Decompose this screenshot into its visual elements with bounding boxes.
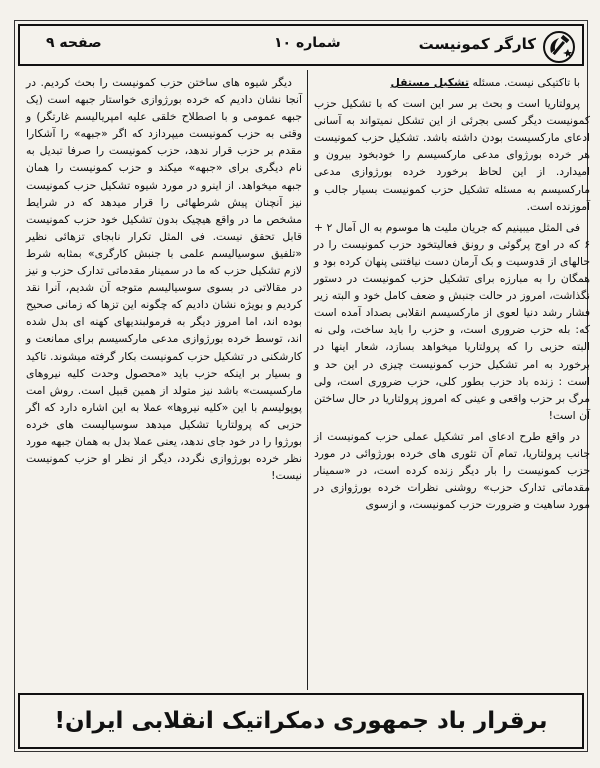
issue-number: شماره ۱۰ [274, 35, 341, 51]
right-column [314, 74, 590, 517]
lead-underlined-text: تشکیل مستقل [390, 76, 470, 89]
footer-slogan: برقرار باد جمهوری دمکراتیک انقلابی ایران! [54, 708, 548, 734]
right-column-paragraph: در واقع طرح ادعای امر تشکیل عملی حزب کمونیست از جانب پرولتاریا، تمام آن تئوری های خرده بورژوائی در مورد حزب کمونیست را بار دیگر زنده کرده است، در «سمینار مقدماتی تدارک حزب» روشنی نظرات خرده بورژوازی در مورد ساهیت و ضرورت حزب کمونیست، و ازسوی [314, 429, 590, 512]
article-body [18, 70, 590, 690]
left-column-paragraph: دیگر شیوه های ساختن حزب کمونیست را بحث کردیم. در آنجا نشان دادیم که خرده بورژوازی خواستار جبهه است (یک جبهه عمومی و با اصطلاح خلقی علیه امپریالیسم غارتگر) و وقتی به حزب کمونیست میپردازد که اگر «جبهه» را آشکارا مقدم بر حزب قرار ندهد، حزب کمونیست را صرفا تبدیل به نام دیگری برای «جبهه» میکند و حزب کمونیست را همان جبهه میخواهد. از اینرو در مورد شیوه تشکیل حزب کمونیست نیز آنچنان پیش شرطهائی را قرار میدهد که در شرایط مشخص ما در واقع هیچیک بدون تشکیل خود حزب کمونیست قابل تحقق نیست. فی المثل تکرار نابجای تزهائی نظیر «تلفیق سوسیالیسم علمی با جنبش کارگری» بمثابه شرط لازم تشکیل حزب که ما در سمینار مقدماتی تدارک حزب و نیز در مقالاتی در بسوی سوسیالیسم متوجه آن شدیم، آنرا نقد کردیم و بویژه نشان دادیم که چگونه این تزها که زمانی صحیح بوده اند، اما امروز دیگر به فرمولبندیهای کهنه ای بدل شده اند، توسط خرده بورژوازی مدعی مارکسیسم برای ممانعت و کارشکنی در تشکیل حزب کمونیست بکار گرفته میشوند. تاکید و بسیار بر اینکه حزب باید «محصول وحدت کلیه نیروهای مارکسیست» باشد نیز متولد از همین قبیل است. روش امت پوپولیسم با این «کلیه نیروها» عملا به این اشاره دارد که اگر حزبی که پرولتاریا تشکیل میدهد سوسیالیست های خرده بورژوا را در خود جای ندهد، یعنی عملا بدل به همان جبهه مورد نظر خرده بورژوازی نگردد، دیگر از نظر او حزب کمونیست نیست! [26, 76, 302, 483]
page-number: صفحه ۹ [46, 35, 102, 51]
right-column-paragraph: فی المثل میبینیم که جریان ملیت ها موسوم به ال آمال ۲ + ۶ که در اوج پرگوئی و رونق فعالیتخود حزب کمونیست را در حالهای از قدوسیت و بک آرمان دست نیافتنی پنهان کرده بود و همگان را به مبارزه برای تشکیل حزب کمونیست در دستور نگذاشت، امروز در حالت جنبش و ضعف کامل خود و البته زیر فشار رشد دنیا لعوی از مارکسیسم انقلابی بصداد آمده است که: بله حزب ضروری است، و حزب را باید ساخت، ولی نه البته حزبی را که پرولتاریا میخواهد بسازد، شعار اینها در برخورد به امر تشکیل حزب کمونیست چیزی در این حد و است : زنده باد حزب بطور کلی، حزب ضروری است، ولی مرگ بر حزب واقعی و عینی که امروز پرولتاریا در حال ساختن آن است! [314, 220, 590, 422]
publication-title: کارگر کمونیست [418, 35, 536, 53]
left-column [26, 74, 302, 488]
right-column-paragraph: پرولتاریا است و بحث بر سر این است که با تشکیل حزب کمونیست دیگر کسی بجرئی از این تشکل نمیتواند به آسانی ادعای مارکسیست بودن داشته باشد. تشکیل حزب کمونیست هر خرده بورژوای مدعی مارکسیسم را خودبخود بیرون و امیدارد. از این لحاظ برخورد خرده بورژوازی مدعی مارکسیسم به مسئله تشکیل حزب کمونیست بسیار جالب و آموزنده است. [314, 97, 590, 213]
right-column-lead-paragraph [314, 74, 590, 91]
page-header [18, 24, 584, 66]
hammer-sickle-logo-icon [542, 30, 576, 64]
lead-text: با تاکتیکی نیست. مسئله [472, 76, 580, 89]
column-divider [307, 70, 308, 690]
footer-banner [18, 693, 584, 749]
